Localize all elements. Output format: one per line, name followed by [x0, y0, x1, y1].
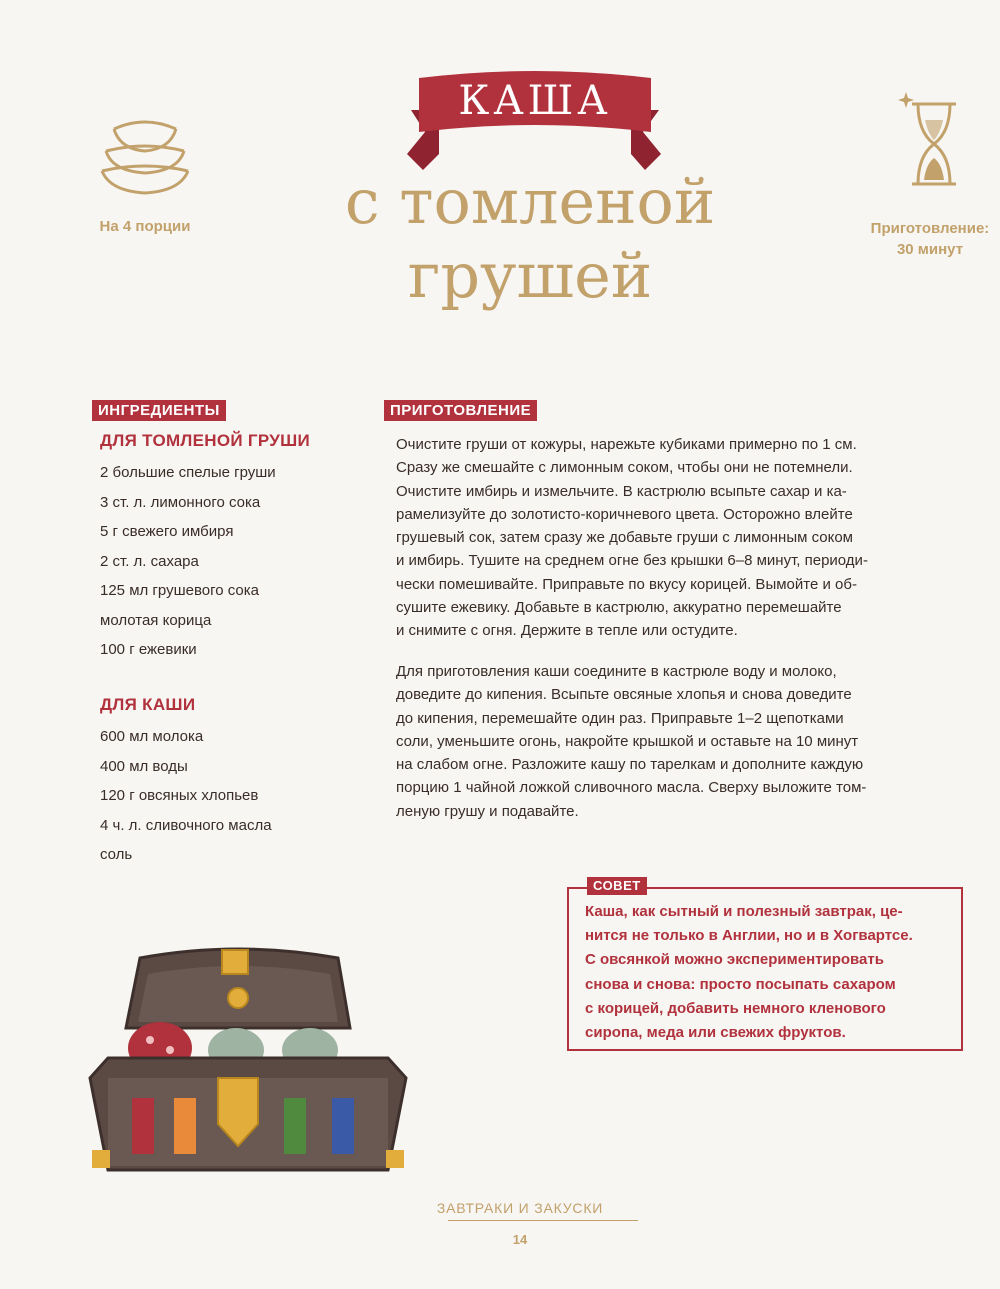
- treasure-chest-icon: [88, 938, 408, 1178]
- stacked-bowls-icon: [100, 105, 190, 195]
- ingredient-item: 5 г свежего имбиря: [100, 523, 234, 540]
- ingredient-item: соль: [100, 846, 133, 863]
- text-line: Очистите груши от кожуры, нарежьте кубиками примерно по 1 см.: [396, 436, 857, 453]
- text-line: рамелизуйте до золотисто-коричневого цвета. Осторожно влейте: [396, 505, 853, 523]
- page-title: [250, 165, 810, 313]
- text-line: и снимите с огня. Держите в тепле или остудите.: [396, 622, 738, 640]
- ingredient-item: молотая корица: [100, 611, 212, 629]
- prep-time-label: [860, 218, 1000, 260]
- title-line-1: с томленой: [344, 165, 716, 238]
- text-line: леную грушу и подавайте.: [396, 802, 579, 820]
- prep-time-value: 30 минут: [896, 241, 964, 258]
- text-line: Очистите имбирь и измельчите. В кастрюлю всыпьте сахар и ка-: [396, 482, 847, 500]
- text-line: сушите ежевику. Добавьте в кастрюлю, аккуратно перемешайте: [396, 599, 842, 617]
- ingredient-item: 600 мл молока: [100, 728, 204, 745]
- text-line: грушевый сок, затем сразу же добавьте груши с лимонным соком: [396, 529, 853, 547]
- text-line: порцию 1 чайной ложкой сливочного масла. Сверху выложите том-: [396, 779, 867, 797]
- ingredient-item: 120 г овсяных хлопьев: [100, 787, 259, 804]
- text-line: и имбирь. Тушите на среднем огне без крышки 6–8 минут, периоди-: [396, 552, 868, 570]
- text-line: на слабом огне. Разложите кашу по тарелкам и дополните каждую: [396, 756, 864, 774]
- footer-section-title: ЗАВТРАКИ И ЗАКУСКИ: [436, 1200, 604, 1216]
- hourglass-icon: [898, 92, 968, 192]
- tip-text: [585, 900, 960, 1045]
- text-line: доведите до кипения. Всыпьте овсяные хлопья и снова доведите: [396, 686, 852, 704]
- pear-ingredients-heading: ДЛЯ ТОМЛЕНОЙ ГРУШИ: [100, 431, 311, 450]
- ingredient-item: 125 мл грушевого сока: [100, 582, 259, 599]
- text-line: С овсянкой можно экспериментировать: [585, 951, 884, 969]
- method-paragraph-1: [396, 433, 956, 643]
- ingredient-item: 2 большие спелые груши: [100, 464, 276, 481]
- title-banner: [405, 70, 665, 180]
- text-line: с корицей, добавить немного кленового: [585, 999, 886, 1017]
- ingredient-item: 4 ч. л. сливочного масла: [100, 816, 272, 834]
- tip-tag: СОВЕТ: [587, 877, 647, 895]
- text-line: нится не только в Англии, но и в Хогвартсе.: [585, 927, 913, 945]
- text-line: сиропа, меда или свежих фруктов.: [585, 1024, 846, 1042]
- ingredients-tag: ИНГРЕДИЕНТЫ: [92, 400, 226, 421]
- text-line: снова и снова: просто посыпать сахаром: [585, 975, 896, 993]
- ingredient-item: 100 г ежевики: [100, 641, 197, 658]
- prep-time-caption: Приготовление:: [870, 220, 990, 237]
- banner-title: КАША: [458, 78, 612, 124]
- preparation-tag: ПРИГОТОВЛЕНИЕ: [384, 400, 537, 421]
- text-line: до кипения, перемешайте один раз. Приправьте 1–2 щепотками: [396, 709, 844, 727]
- method-paragraph-2: [396, 660, 956, 823]
- page-number: 14: [512, 1232, 528, 1247]
- text-line: Для приготовления каши соедините в кастрюле воду и молоко,: [396, 663, 837, 680]
- ingredient-item: 400 мл воды: [100, 757, 188, 775]
- porridge-ingredients-list: [100, 722, 272, 870]
- ingredient-item: 3 ст. л. лимонного сока: [100, 493, 261, 511]
- ingredient-item: 2 ст. л. сахара: [100, 552, 199, 570]
- text-line: Каша, как сытный и полезный завтрак, це-: [585, 903, 903, 920]
- text-line: чески помешивайте. Приправьте по вкусу корицей. Вымойте и об-: [396, 575, 857, 593]
- footer-divider: [448, 1220, 638, 1221]
- porridge-ingredients-heading: ДЛЯ КАШИ: [100, 695, 196, 714]
- text-line: Сразу же смешайте с лимонным соком, чтобы они не потемнели.: [396, 459, 853, 477]
- text-line: соли, уменьшите огонь, накройте крышкой и оставьте на 10 минут: [396, 732, 859, 750]
- servings-label: На 4 порции: [99, 218, 191, 235]
- title-line-2: грушей: [407, 239, 653, 312]
- pear-ingredients-list: [100, 458, 276, 665]
